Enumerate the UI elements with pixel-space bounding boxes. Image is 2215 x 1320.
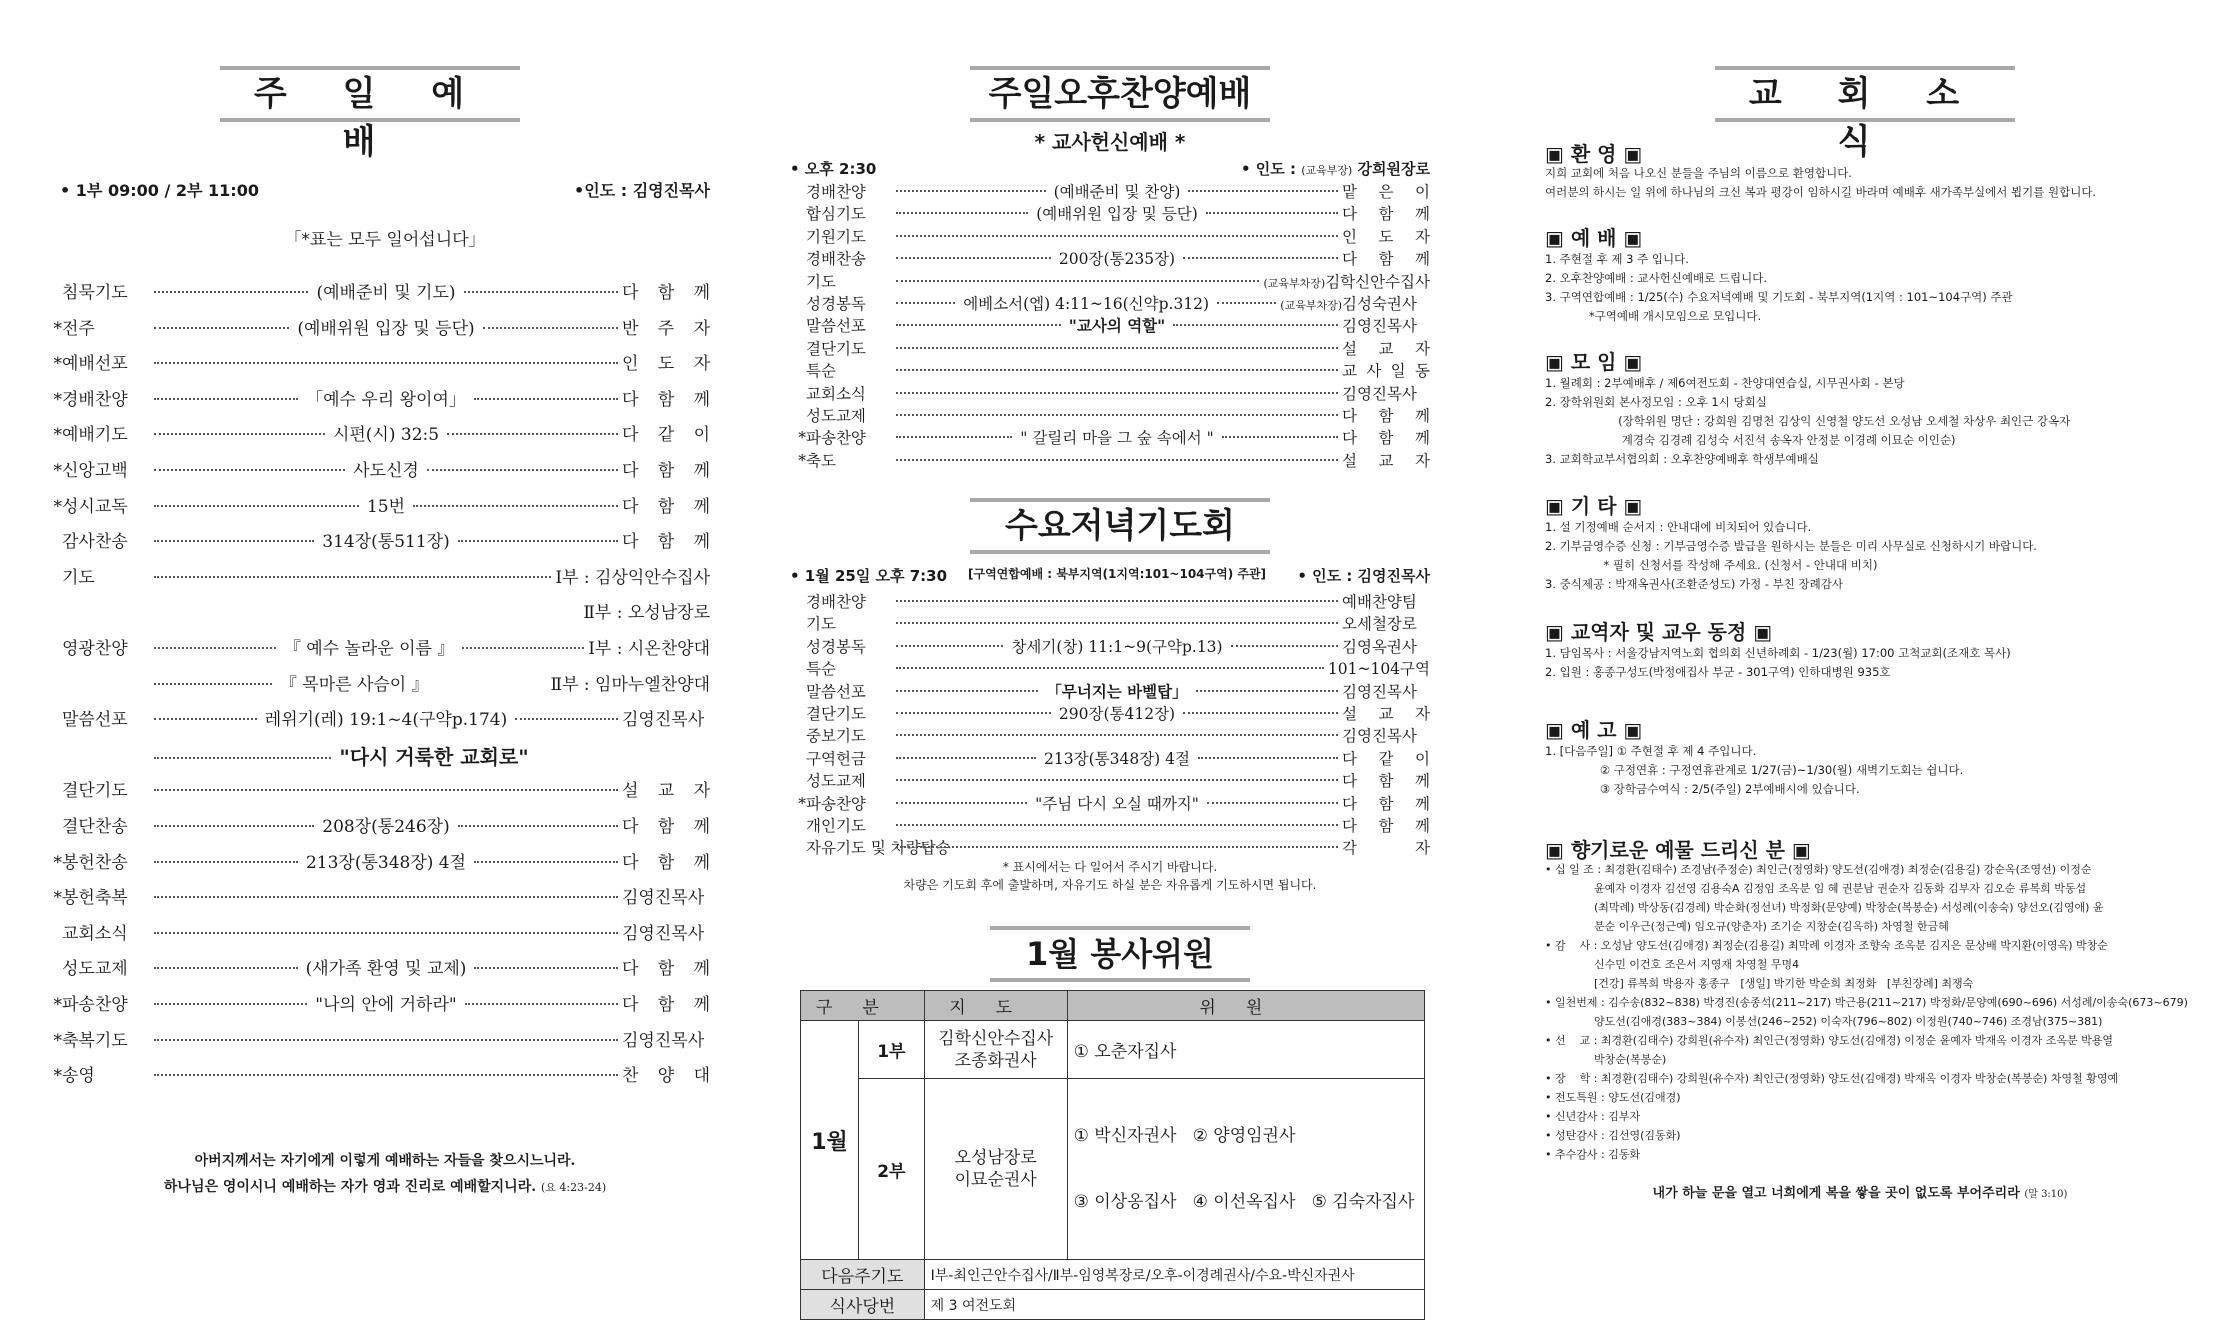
order-item-person: Ⅱ부 : 오성남장로 [583, 603, 710, 624]
stand-mark: * [53, 354, 62, 375]
news-line: ② 구정연휴 : 구정연휴관계로 1/27(금)~1/30(월) 새벽기도회는 쉽니다. [1545, 763, 1964, 777]
duty-part1-leaders [924, 1021, 1067, 1079]
news-line: (최막례) 박상동(김경례) 박순화(정선녀) 박정화(문양예) 박창순(복봉순) 서성례(이송숙) 양선오(김영애) 윤 [1545, 901, 2104, 914]
order-item-name: 축복기도 [62, 1030, 128, 1051]
order-item-name: 성시교독 [62, 496, 128, 517]
order-item-person: 설 교 자 [1342, 339, 1430, 358]
order-item-person: 김영진목사 [622, 888, 705, 909]
order-row [790, 382, 1430, 404]
order-item-role: (교육부차장) [1263, 276, 1326, 290]
order-item-name: 말씀선포 [806, 317, 866, 336]
news-line: • 일천번제 : 김수송(832~838) 박경진(송종석(211~217) 박근용(211~217) 박정화/문양예(690~696) 서성례/이송숙(673~679) [1545, 996, 2188, 1009]
order-item-content: 「무너지는 바벨탑」 [1046, 681, 1188, 701]
news-line: 2. 오후찬양예배 : 교사헌신예배로 드립니다. [1545, 271, 1767, 285]
news-line: 2. 입원 : 홍종구성도(박정애집사 부군 - 301구역) 인하대병원 935호 [1545, 665, 1891, 679]
news-line: 1. [다음주일] ① 주현절 후 제 4 주입니다. [1545, 744, 1757, 758]
order-item-name: 전주 [62, 318, 95, 339]
order-item-person: 김영옥권사 [1342, 637, 1417, 656]
order-row [790, 657, 1430, 679]
order-row [790, 724, 1430, 746]
order-row [40, 741, 710, 770]
order-item-name: 구역헌금 [806, 749, 866, 768]
news-line: 신수민 이건호 조은서 지영재 차영철 무명4 [1545, 958, 1800, 971]
order-item-name: 경배찬양 [806, 183, 866, 201]
order-item-content: 『 예수 놀라운 이름 』 [283, 639, 455, 659]
order-item-name: 자유기도 및 차량탑승 [806, 839, 951, 858]
order-item-person: 설 교 자 [1342, 451, 1430, 470]
afternoon-leader-prefix: • 인도 : [1240, 160, 1302, 178]
order-item-name: 말씀선포 [62, 710, 128, 731]
order-row [790, 270, 1430, 292]
order-item-person: 각 자 [1342, 839, 1430, 858]
order-item-name: 말씀선포 [806, 682, 866, 701]
order-item-content: 290장(통412장) [1058, 705, 1176, 723]
news-line: (장학위원 명단 : 강희원 김명천 김상익 신영철 양도선 오성남 오세철 차상우 최인근 강옥자 [1545, 414, 2071, 428]
standing-note: 「*표는 모두 일어섭니다」 [284, 230, 486, 250]
order-row [40, 1026, 710, 1051]
order-item-name: 경배찬양 [62, 389, 128, 410]
news-line: 1. 담임목사 : 서울강남지역노회 협의회 신년하례회 - 1/23(월) 17:00 고척교회(조재호 목사) [1545, 646, 2011, 660]
order-row [790, 590, 1430, 612]
news-line: 2. 장학위원회 본사정모임 : 오후 1시 당회실 [1545, 395, 1767, 409]
stand-mark: * [53, 1066, 62, 1087]
news-line: • 감 사 : 오성남 양도선(김애경) 최정순(김용길) 최막례 이경자 조향숙 조옥분 김지은 문상배 박지환(이영옥) 박창순 [1545, 939, 2108, 952]
duty-part1-members: ① 오춘자집사 [1067, 1021, 1424, 1079]
order-item-name: 봉헌찬송 [62, 852, 128, 873]
order-row [40, 492, 710, 517]
order-item-person: 김영진목사 [1342, 317, 1417, 336]
order-item-name: 개인기도 [806, 817, 866, 835]
order-row [790, 747, 1430, 769]
news-line: [건강] 류복희 박용자 홍종구 [생일] 박기한 박순희 최정화 [부친장례] 최쟁숙 [1545, 977, 1974, 990]
news-verse [1545, 1182, 2175, 1201]
news-line: *구역예배 개시모임으로 모입니다. [1545, 309, 1762, 323]
wednesday-time: • 1월 25일 오후 7:30 [790, 567, 948, 585]
news-line: • 선 교 : 최경환(김태수) 강희원(유수자) 최인근(정영화) 양도선(김애경) 이정순 윤예자 박재옥 이경자 조옥분 박용열 [1545, 1034, 2114, 1047]
order-item-content: 사도신경 [353, 461, 419, 481]
order-item-person: 김영진목사 [622, 923, 705, 944]
news-line: 양도선(김애경(383~384) 이봉선(246~252) 이숙자(796~802) 이정원(740~746) 조경남(375~381) [1545, 1015, 2103, 1028]
order-item-content: 에베소서(엡) 4:11~16(신약p.312) [963, 295, 1210, 313]
order-item-content: 15번 [366, 496, 406, 517]
stand-mark: * [798, 451, 806, 470]
order-item-name: 파송찬양 [806, 794, 866, 813]
afternoon-time: • 오후 2:30 [790, 160, 877, 178]
order-item-content: 레위기(레) 19:1~4(구약p.174) [264, 710, 508, 731]
news-line: 윤예자 이경자 김선영 김용숙A 김정임 조옥분 임 혜 권분남 권순자 김동화 김부자 김오순 류복희 박동섭 [1545, 882, 2087, 895]
stand-mark: * [798, 429, 806, 448]
order-item-person: 다 같 이 [1342, 749, 1431, 768]
order-item-name: 예배선포 [62, 354, 128, 375]
order-item-person: 다 함 께 [622, 959, 711, 980]
order-item-person: 김성숙권사 [1342, 295, 1417, 313]
order-row [40, 278, 710, 303]
news-line: 1. 주현절 후 제 3 주 입니다. [1545, 252, 1689, 266]
order-item-name: 특순 [806, 660, 836, 679]
order-item-person: 김영진목사 [622, 710, 705, 731]
news-line: * 필히 신청서를 작성해 주세요. (신청서 - 안내대 비치) [1545, 558, 1878, 572]
order-item-content: 200장(통235장) [1058, 250, 1176, 269]
sunday-verse-line2 [40, 1176, 730, 1196]
order-row [40, 349, 710, 374]
order-row [40, 420, 710, 445]
order-row [40, 919, 710, 944]
duty-month: 1월 [801, 1021, 859, 1260]
news-verse-ref: (말 3:10) [2024, 1189, 2068, 1200]
order-item-name: 기도 [806, 272, 836, 291]
stand-mark: * [53, 1030, 62, 1051]
order-row [790, 426, 1430, 448]
welcome-heading: ▣ 환 영 ▣ [1545, 142, 1643, 166]
sunday-worship-title: 주 일 예 배 [220, 66, 520, 122]
order-item-person: 다 함 께 [622, 532, 710, 553]
order-item-name: 중보기도 [806, 727, 866, 746]
news-verse-text: 내가 하늘 문을 열고 너희에게 복을 쌓을 곳이 없도록 부어주리라 [1652, 1186, 2020, 1201]
order-item-person: 다 함 께 [1342, 817, 1430, 835]
welcome-list [1545, 164, 2175, 202]
stand-mark: * [53, 888, 62, 909]
order-item-person: 인 도 자 [622, 354, 710, 375]
order-item-name: 송영 [62, 1066, 95, 1087]
order-item-content: (예배준비 및 찬양) [1053, 183, 1181, 201]
duty-row-prayer [801, 1260, 1425, 1290]
order-row [40, 634, 710, 659]
offering-list [1545, 860, 2188, 1164]
sunday-verse-line1: 아버지께서는 자기에게 이렇게 예배하는 자들을 찾으시느니라. [194, 1153, 576, 1169]
stand-mark: * [798, 794, 806, 813]
news-line: 2. 기부금영수증 신청 : 기부금영수증 발급을 원하시는 분들은 미리 사무실로 신청하시기 바랍니다. [1545, 539, 2037, 553]
order-row [790, 404, 1430, 426]
order-item-person: 설 교 자 [622, 781, 710, 802]
afternoon-worship-title: 주일오후찬양예배 [970, 66, 1270, 122]
order-row [790, 769, 1430, 791]
order-item-content: 208장(통246장) [322, 817, 450, 837]
order-row [790, 792, 1430, 814]
afternoon-leader [1241, 158, 1430, 179]
order-item-person: 다 함 께 [622, 995, 710, 1015]
order-item-person: Ⅰ부 : 시온찬양대 [588, 639, 710, 659]
news-line: 분순 이우근(정근예) 임오규(양춘자) 조기순 지창순(김옥하) 차영철 한금혜 [1545, 920, 1949, 933]
order-item-name: 감사찬송 [62, 532, 128, 553]
order-item-content: 「예수 우리 왕이여」 [306, 389, 466, 410]
order-row [790, 635, 1430, 657]
afternoon-subtitle: * 교사헌신예배 * [1034, 130, 1186, 154]
order-row [40, 456, 710, 481]
news-line: • 신년감사 : 김부자 [1545, 1110, 1641, 1123]
order-row [40, 670, 710, 695]
order-item-name: 성경봉독 [806, 295, 866, 313]
order-item-name: 경배찬양 [806, 593, 866, 611]
order-row [790, 814, 1430, 836]
etc-list [1545, 518, 2175, 594]
order-row [40, 1061, 710, 1086]
duty-part2-leaders [924, 1079, 1067, 1260]
order-item-role: (교육부차장) [1280, 299, 1343, 312]
duty-meal-label: 식사당번 [801, 1290, 925, 1320]
order-item-person: 예배찬양팀 [1342, 593, 1417, 611]
order-row [40, 812, 710, 837]
duty-part2-members-line2: ③ 이상옹집사 ④ 이선옥집사 ⑤ 김숙자집사 [1073, 1192, 1415, 1212]
order-item-name: 결단기도 [806, 705, 866, 723]
order-item-content: 『 목마른 사슴이 』 [279, 674, 429, 695]
order-row [790, 314, 1430, 336]
order-item-name: 기원기도 [806, 227, 866, 246]
order-row [40, 776, 710, 801]
duty-part2-leader2: 이묘순권사 [954, 1170, 1037, 1190]
wednesday-note: [구역연합예배 : 북부지역(1지역:101~104구역) 주관] [968, 567, 1267, 581]
duty-prayer-label: 다음주기도 [801, 1260, 925, 1290]
order-item-name: 파송찬양 [62, 995, 128, 1015]
wednesday-prayer-title: 수요저녁기도회 [970, 498, 1270, 554]
order-item-content: 213장(통348장) 4절 [305, 852, 467, 873]
duty-header-category: 구분 [801, 991, 925, 1021]
duty-row-part1 [801, 1021, 1425, 1079]
duty-part2: 2부 [859, 1079, 925, 1260]
worship-list [1545, 250, 2175, 326]
stand-mark: * [53, 461, 62, 481]
order-item-name: 기도 [62, 567, 95, 588]
stand-mark: * [53, 496, 62, 517]
stand-mark: * [53, 389, 62, 410]
order-row [790, 612, 1430, 634]
order-item-name: 축도 [806, 451, 836, 470]
wednesday-leader: • 인도 : 김영진목사 [1297, 567, 1430, 585]
order-item-name: 교회소식 [62, 923, 128, 944]
afternoon-leader-name: 강희원장로 [1357, 160, 1430, 178]
order-item-name: 결단기도 [806, 339, 866, 358]
duty-part2-leader1: 오성남장로 [954, 1148, 1037, 1168]
order-item-name: 성경봉독 [806, 637, 866, 656]
order-row [40, 990, 710, 1015]
order-item-person: 다 함 께 [1342, 407, 1430, 425]
order-row [790, 449, 1430, 471]
staff-heading: ▣ 교역자 및 교우 동정 ▣ [1545, 620, 1773, 644]
order-item-name: 성도교제 [62, 959, 128, 980]
duty-header-leader: 지도 [924, 991, 1067, 1021]
sunday-verse-ref: (요 4:23-24) [540, 1181, 607, 1194]
order-item-person: 101~104구역 [1327, 660, 1430, 679]
order-item-person: 찬 양 대 [622, 1066, 710, 1087]
order-item-person: 다 함 께 [1342, 429, 1430, 448]
order-item-content: 314장(통511장) [322, 532, 450, 553]
duty-part1-leader1: 김학신안수집사 [938, 1028, 1054, 1049]
order-row [790, 680, 1430, 702]
order-item-person: 다 함 께 [622, 852, 711, 873]
order-item-content: "교사의 역할" [1068, 316, 1166, 336]
notice-list [1545, 742, 2175, 799]
duty-title: 1월 봉사위원 [990, 926, 1250, 982]
order-item-person: 다 함 께 [1342, 250, 1430, 269]
duty-row-meal [801, 1290, 1425, 1320]
news-line: • 추수감사 : 김동화 [1545, 1148, 1641, 1161]
order-item-person: 김영진목사 [1342, 727, 1417, 746]
wednesday-foot-note1: * 표시에서는 다 일어서 주시기 바랍니다. [1002, 860, 1218, 874]
order-item-name: 봉헌축복 [62, 888, 128, 909]
order-item-person: 다 같 이 [622, 425, 710, 446]
duty-table [800, 990, 1425, 1320]
sunday-worship-leader: •인도 : 김영진목사 [574, 181, 710, 200]
order-item-name: 합심기도 [806, 205, 866, 224]
order-item-person: 김학신안수집사 [1325, 272, 1430, 291]
staff-list [1545, 644, 2175, 682]
duty-meal-value: 제 3 여전도회 [924, 1290, 1424, 1320]
duty-header-row [801, 991, 1425, 1021]
news-line: • 장 학 : 최경환(김태수) 강희원(유수자) 최인근(정영화) 양도선(김애경) 박재옥 이경자 박창순(복봉순) 차영철 황영예 [1545, 1072, 2119, 1085]
order-item-person: 인 도 자 [1342, 227, 1430, 246]
order-row [790, 292, 1430, 314]
news-line: • 성탄감사 : 김선영(김동화) [1545, 1129, 1681, 1142]
order-row [40, 954, 710, 979]
order-row [790, 225, 1430, 247]
order-item-name: 결단기도 [62, 781, 128, 802]
order-item-content: (새가족 환영 및 교제) [305, 959, 467, 980]
order-row [40, 385, 710, 410]
news-line: 박창순(복봉순) [1545, 1053, 1667, 1066]
order-item-name: 영광찬양 [62, 639, 128, 659]
order-row [40, 705, 710, 730]
order-item-name: 결단찬송 [62, 817, 128, 837]
order-item-person: 김영진목사 [1342, 682, 1417, 701]
stand-mark: * [53, 318, 62, 339]
order-item-name: 신앙고백 [62, 461, 128, 481]
order-row [40, 527, 710, 552]
order-item-name: 경배찬송 [806, 250, 866, 269]
order-item-person: 다 함 께 [622, 283, 710, 303]
meeting-heading: ▣ 모 임 ▣ [1545, 350, 1643, 374]
order-row [790, 202, 1430, 224]
order-row [790, 836, 1430, 858]
duty-row-part2 [801, 1079, 1425, 1260]
order-item-content: (예배위원 입장 및 등단) [297, 318, 475, 339]
stand-mark: * [53, 995, 62, 1015]
news-line: 3. 구역연합예배 : 1/25(수) 수요저녁예배 및 기도회 - 북부지역(1지역 : 101~104구역) 주관 [1545, 290, 2013, 304]
order-item-content: "나의 안에 거하라" [315, 995, 457, 1015]
news-line: 여러분의 하시는 일 위에 하나님의 크신 복과 평강이 임하시길 바라며 예배후 새가족부실에서 뵙기를 원합니다. [1545, 185, 2097, 199]
order-item-name: 성도교제 [806, 407, 866, 425]
news-line: • 십 일 조 : 최경환(김태수) 조경남(주정순) 최인근(정영화) 양도선(김애경) 최정순(김용길) 강순옥(조영선) 이정순 [1545, 863, 2092, 876]
duty-prayer-value: Ⅰ부-최인근안수집사/Ⅱ부-임영복장로/오후-이경례권사/수요-박신자권사 [924, 1260, 1424, 1290]
news-line: 1. 월례회 : 2부예배후 / 제6여전도회 - 찬양대연습실, 시무권사회 - 본당 [1545, 376, 1905, 390]
order-item-content: (예배준비 및 기도) [316, 283, 456, 303]
order-item-name: 기도 [806, 615, 836, 634]
meeting-list [1545, 374, 2175, 469]
order-row [40, 314, 710, 339]
order-item-content: "다시 거룩한 교회로" [339, 744, 529, 769]
order-item-person: 다 함 께 [1342, 205, 1431, 224]
duty-part2-members-line1: ① 박신자권사 ② 양영임권사 [1073, 1126, 1296, 1146]
order-item-content: 창세기(창) 11:1~9(구약p.13) [1011, 637, 1223, 656]
etc-heading: ▣ 기 타 ▣ [1545, 494, 1643, 518]
order-item-person: 맡 은 이 [1342, 183, 1431, 201]
stand-mark: * [53, 852, 62, 873]
order-item-person: 설 교 자 [1342, 705, 1430, 723]
afternoon-leader-role: (교육부장) [1301, 164, 1353, 177]
order-item-person: 김영진목사 [1342, 384, 1417, 403]
worship-heading: ▣ 예 배 ▣ [1545, 226, 1643, 250]
order-row [790, 180, 1430, 202]
order-item-person: 다 함 께 [622, 817, 710, 837]
duty-part2-members [1067, 1079, 1424, 1260]
order-row [790, 702, 1430, 724]
order-item-content: 213장(통348장) 4절 [1044, 749, 1190, 768]
order-item-person: 다 함 께 [1342, 794, 1430, 813]
sunday-worship-time: • 1부 09:00 / 2부 11:00 [60, 181, 259, 200]
news-line: 1. 설 기정예배 순서지 : 안내대에 비치되어 있습니다. [1545, 520, 1812, 534]
duty-part1: 1부 [859, 1021, 925, 1079]
order-item-person: 교 사 일 동 [1342, 362, 1430, 381]
order-item-content: (예배위원 입장 및 등단) [1036, 205, 1198, 224]
order-item-content: 시편(시) 32:5 [332, 425, 440, 446]
news-line: • 전도특원 : 양도선(김애경) [1545, 1091, 1681, 1104]
order-item-person: 오세철장로 [1342, 615, 1417, 634]
church-news-title: 교 회 소 식 [1715, 66, 2015, 122]
order-item-name: 특순 [806, 362, 836, 381]
notice-heading: ▣ 예 고 ▣ [1545, 718, 1643, 742]
order-row [40, 598, 710, 623]
order-item-name: 파송찬양 [806, 429, 866, 448]
wednesday-foot-note2: 차량은 기도회 후에 출발하며, 자유기도 하실 분은 자유롭게 기도하시면 됩니다. [903, 878, 1317, 892]
duty-part1-leader2: 조종화권사 [954, 1050, 1037, 1071]
order-item-person: 다 함 께 [1342, 772, 1430, 791]
news-line: ③ 장학금수여식 : 2/5(주일) 2부예배시에 있습니다. [1545, 782, 1860, 796]
news-line: 계경숙 김경례 김성숙 서진석 송옥자 안정분 이경례 이묘순 이인순) [1545, 433, 1956, 447]
offering-heading: ▣ 향기로운 예물 드리신 분 ▣ [1545, 838, 1811, 862]
order-item-person: Ⅰ부 : 김상익안수집사 [555, 567, 710, 588]
sunday-verse-text: 하나님은 영이시니 예배하는 자가 영과 진리로 예배할지니라. [163, 1179, 537, 1195]
order-item-person: Ⅱ부 : 임마누엘찬양대 [550, 674, 710, 695]
news-line: 3. 교회학교부서협의회 : 오후찬양예배후 학생부예배실 [1545, 452, 1819, 466]
duty-header-members: 위원 [1067, 991, 1424, 1021]
order-item-person: 다 함 께 [622, 461, 711, 481]
order-item-person: 다 함 께 [622, 496, 710, 517]
order-item-content: "주님 다시 오실 때까지" [1035, 794, 1199, 813]
order-item-content: " 갈릴리 마을 그 숲 속에서 " [1020, 429, 1214, 448]
order-row [40, 848, 710, 873]
order-item-name: 성도교제 [806, 772, 866, 791]
order-row [40, 563, 710, 588]
order-item-person: 다 함 께 [622, 389, 711, 410]
order-item-name: 교회소식 [806, 384, 866, 403]
news-line: 지희 교회에 처음 나오신 분들을 주님의 이름으로 환영합니다. [1545, 166, 1852, 180]
order-row [40, 883, 710, 908]
stand-mark: * [53, 425, 62, 446]
order-row [790, 247, 1430, 269]
order-row [790, 337, 1430, 359]
order-item-person: 김영진목사 [622, 1030, 705, 1051]
order-row [790, 359, 1430, 381]
order-item-name: 예배기도 [62, 425, 128, 446]
news-line: 3. 중식제공 : 박재옥권사(조환준성도) 가정 - 부친 장례감사 [1545, 577, 1843, 591]
order-item-person: 반 주 자 [622, 318, 710, 339]
order-item-name: 침묵기도 [62, 283, 128, 303]
